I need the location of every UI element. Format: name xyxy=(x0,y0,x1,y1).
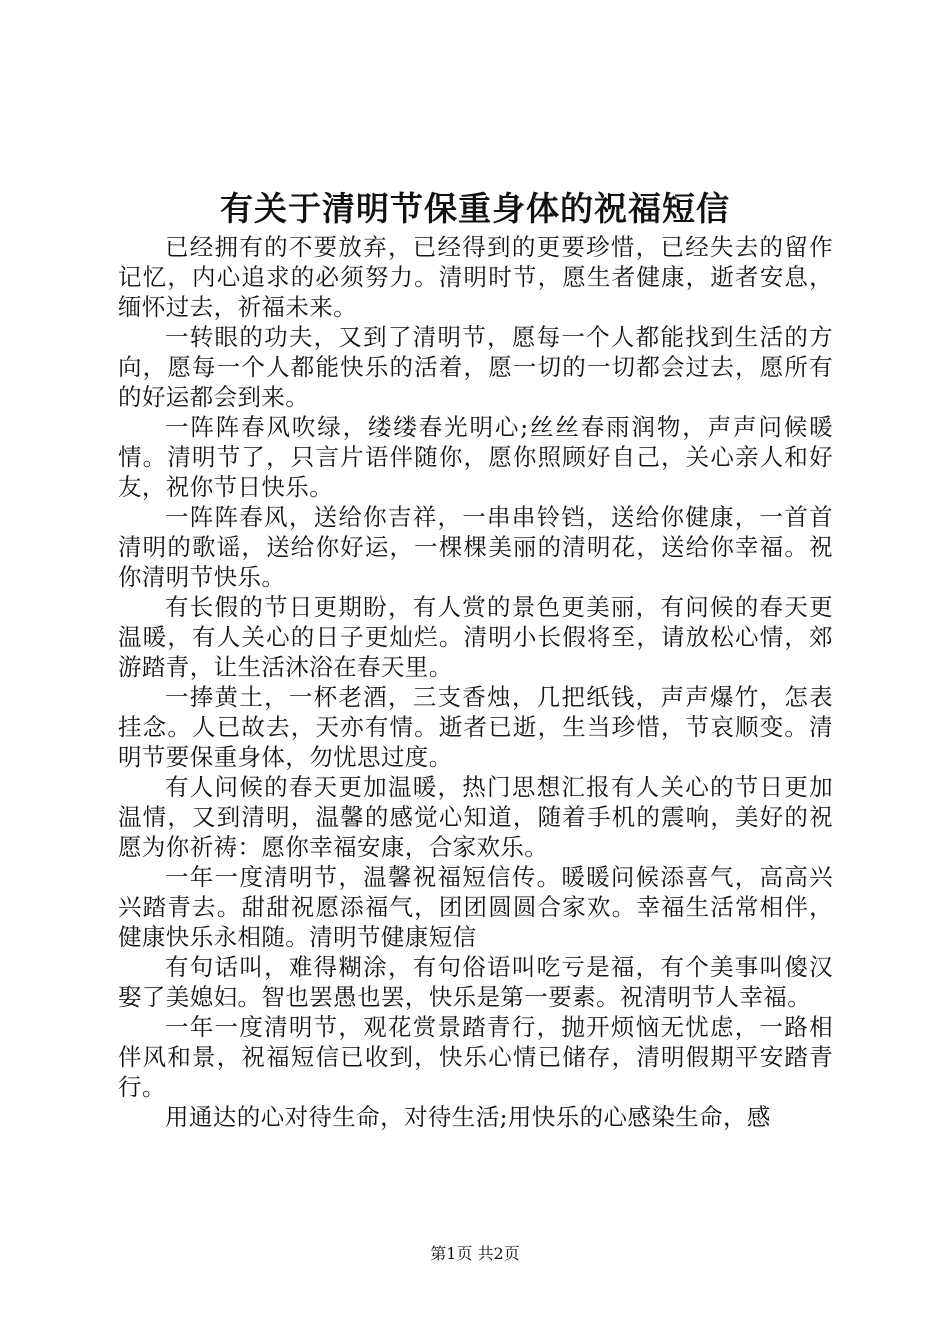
paragraph: 有长假的节日更期盼，有人赏的景色更美丽，有问候的春天更温暖，有人关心的日子更灿烂。清明小长假将至，请放松心情，郊游踏青，让生活沐浴在春天里。 xyxy=(118,593,833,681)
paragraph: 已经拥有的不要放弃，已经得到的更要珍惜，已经失去的留作记忆，内心追求的必须努力。清明时节，愿生者健康，逝者安息，缅怀过去，祈福未来。 xyxy=(118,233,833,321)
document-title: 有关于清明节保重身体的祝福短信 xyxy=(220,189,730,228)
paragraph: 一年一度清明节，观花赏景踏青行，抛开烦恼无忧虑，一路相伴风和景，祝福短信已收到，快乐心情已储存，清明假期平安踏青行。 xyxy=(118,1013,833,1101)
paragraph: 有句话叫，难得糊涂，有句俗语叫吃亏是福，有个美事叫傻汉娶了美媳妇。智也罢愚也罢，快乐是第一要素。祝清明节人幸福。 xyxy=(118,953,833,1011)
paragraph: 一年一度清明节，温馨祝福短信传。暖暖问候添喜气，高高兴兴踏青去。甜甜祝愿添福气，团团圆圆合家欢。幸福生活常相伴，健康快乐永相随。清明节健康短信 xyxy=(118,863,833,951)
document-body xyxy=(118,232,833,1132)
paragraph: 用通达的心对待生命，对待生活;用快乐的心感染生命，感 xyxy=(165,1103,771,1131)
paragraph: 一阵阵春风吹绿，缕缕春光明心;丝丝春雨润物，声声问候暖情。清明节了，只言片语伴随你，愿你照顾好自己，关心亲人和好友，祝你节日快乐。 xyxy=(118,413,833,501)
paragraph: 一捧黄土，一杯老酒，三支香烛，几把纸钱，声声爆竹，怎表挂念。人已故去，天亦有情。逝者已逝，生当珍惜，节哀顺变。清明节要保重身体，勿忧思过度。 xyxy=(118,683,833,771)
page-number-footer: 第1页 共2页 xyxy=(430,1244,520,1263)
paragraph: 一转眼的功夫，又到了清明节，愿每一个人都能找到生活的方向，愿每一个人都能快乐的活着，愿一切的一切都会过去，愿所有的好运都会到来。 xyxy=(118,323,833,411)
paragraph: 有人问候的春天更加温暖，热门思想汇报有人关心的节日更加温情，又到清明，温馨的感觉心知道，随着手机的震响，美好的祝愿为你祈祷：愿你幸福安康，合家欢乐。 xyxy=(118,773,833,861)
paragraph: 一阵阵春风，送给你吉祥，一串串铃铛，送给你健康，一首首清明的歌谣，送给你好运，一棵棵美丽的清明花，送给你幸福。祝你清明节快乐。 xyxy=(118,503,833,591)
